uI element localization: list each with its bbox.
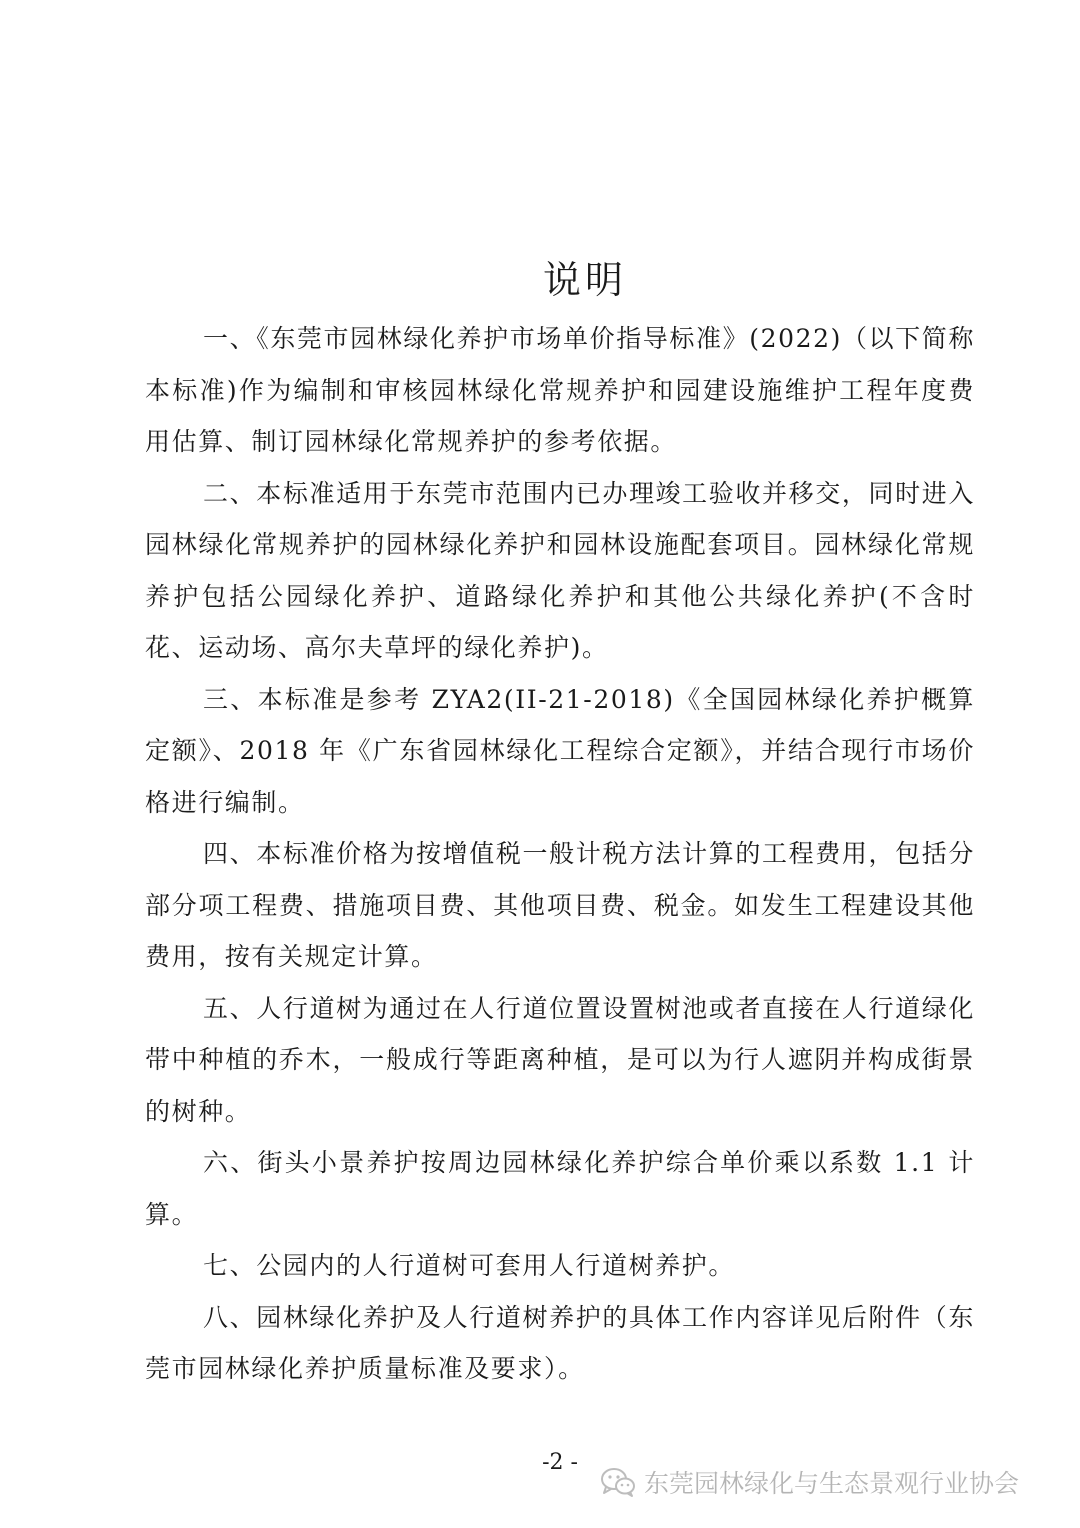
paragraph-8: 八、园林绿化养护及人行道树养护的具体工作内容详见后附件（东莞市园林绿化养护质量标准及要求）。: [145, 1302, 975, 1383]
paragraph-7: 七、公园内的人行道树可套用人行道树养护。: [203, 1251, 736, 1280]
paragraph-6: 六、街头小景养护按周边园林绿化养护综合单价乘以系数 1.1 计算。: [145, 1148, 975, 1229]
paragraph-4: 四、本标准价格为按增值税一般计税方法计算的工程费用，包括分部分项工程费、措施项目费、其他项目费、税金。如发生工程建设其他费用，按有关规定计算。: [145, 839, 975, 971]
paragraph-3: 三、本标准是参考 ZYA2(II-21-2018)《全国园林绿化养护概算定额》、2018 年《广东省园林绿化工程综合定额》，并结合现行市场价格进行编制。: [145, 684, 975, 817]
wechat-icon: [600, 1466, 636, 1498]
paragraph-1: 一、《东莞市园林绿化养护市场单价指导标准》(2022)（以下简称本标准)作为编制和审核园林绿化常规养护和园建设施维护工程年度费用估算、制订园林绿化常规养护的参考依据。: [145, 324, 975, 456]
page-title: 说明: [542, 258, 627, 302]
paragraph-2: 二、本标准适用于东莞市范围内已办理竣工验收并移交，同时进入园林绿化常规养护的园林绿化养护和园林设施配套项目。园林绿化常规养护包括公园绿化养护、道路绿化养护和其他公共绿化养护(不含时花、运动场、高尔夫草坪的绿化养护)。: [145, 478, 975, 662]
paragraph-5: 五、人行道树为通过在人行道位置设置树池或者直接在人行道绿化带中种植的乔木，一般成行等距离种植，是可以为行人遮阴并构成街景的树种。: [145, 993, 975, 1126]
watermark-text: 东莞园林绿化与生态景观行业协会: [644, 1469, 1020, 1498]
page-number: -2 -: [542, 1450, 578, 1475]
document-body: [145, 313, 975, 1395]
watermark: [600, 1460, 1019, 1504]
